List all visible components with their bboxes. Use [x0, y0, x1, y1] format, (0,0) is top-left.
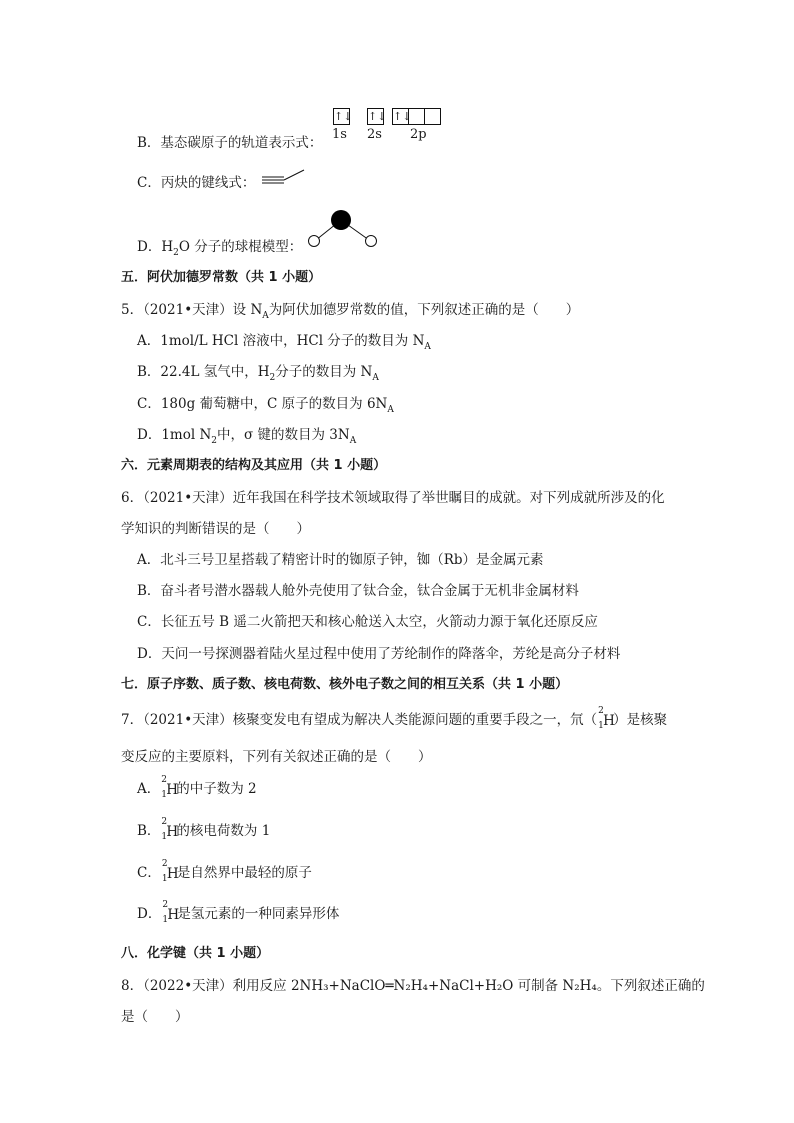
question-8-stem-line2: 是（ ） — [121, 1009, 189, 1025]
section-title: 五．阿伏加德罗常数（共 1 小题） — [121, 270, 322, 285]
section-title: 六．元素周期表的结构及其应用（共 1 小题） — [121, 458, 387, 473]
orbital-box-2p-3 — [424, 108, 441, 125]
isotope-notation: 2 1 H — [162, 899, 180, 925]
question-5-stem: 5．（2021•天津）设 $N_A$为阿伏加德罗常数的值，下列叙述正确的是（ ） — [121, 302, 580, 321]
question-6-option-d: D．天问一号探测器着陆火星过程中使用了芳纶制作的降落伞，芳纶是高分子材料 — [137, 646, 621, 662]
isotope-notation: 2 1 H — [161, 816, 179, 842]
orbital-arrows: ↑↓ — [368, 110, 387, 123]
section-title: 七．原子序数、质子数、核电荷数、核外电子数之间的相互关系（共 1 小题） — [121, 677, 569, 692]
isotope-notation: 2 1 H — [161, 858, 179, 884]
orbital-label-2p: 2p — [410, 127, 427, 142]
section-title: 八．化学键（共 1 小题） — [121, 946, 270, 961]
question-8-stem-line1: 8．（2022•天津）利用反应 2NH₃+NaClO═N₂H₄+NaCl+H₂O 可制备 N₂H₄。下列叙述正确的 — [121, 978, 705, 994]
question-5-option-c: C．180g 葡萄糖中，C 原子的数目为 $6N_A$ — [137, 396, 394, 415]
question-7-option-a: A． 2 1 H 的中子数为 2 — [137, 774, 257, 800]
orbital-box-2s — [367, 108, 387, 125]
isotope-notation: 2 1 H — [598, 705, 615, 731]
question-6-option-c: C．长征五号 B 遥二火箭把天和核心舱送入太空，火箭动力源于氧化还原反应 — [137, 614, 598, 630]
question-7-stem-line1: 7．（2021•天津）核聚变发电有望成为解决人类能源问题的重要手段之一，氘（ 2 1 H ）是核聚 — [121, 705, 668, 731]
question-6-option-a: A．北斗三号卫星搭载了精密计时的铷原子钟，铷（Rb）是金属元素 — [137, 552, 544, 568]
orbital-box-1s — [333, 108, 353, 125]
question-7-option-d: D． 2 1 H 是氢元素的一种同素异形体 — [137, 899, 340, 925]
option-b-text: B．基态碳原子的轨道表示式： — [137, 135, 323, 151]
option-c-text: C．丙炔的键线式： — [137, 175, 256, 191]
water-ball-stick-model — [303, 206, 383, 251]
question-6-option-b: B．奋斗者号潜水器载人舱外壳使用了钛合金，钛合金属于无机非金属材料 — [137, 583, 579, 599]
question-7-option-c: C． 2 1 H 是自然界中最轻的原子 — [137, 858, 312, 884]
isotope-notation: 2 1 H — [161, 774, 179, 800]
question-5-option-d: D．1mol $N_2$中，σ 键的数目为 $3N_A$ — [137, 427, 357, 446]
orbital-box-2p-1 — [392, 108, 412, 125]
propyne-line-structure — [260, 168, 310, 188]
question-6-stem-line1: 6．（2021•天津）近年我国在科学技术领域取得了举世瞩目的成就。对下列成就所涉及的化 — [121, 490, 665, 506]
question-7-stem-line2: 变反应的主要原料，下列有关叙述正确的是（ ） — [121, 749, 432, 765]
option-d-text: D．$H_2O$ 分子的球棍模型： — [137, 239, 303, 258]
orbital-box-2p-2 — [408, 108, 425, 125]
question-5-option-a: A．1mol/L HCl 溶液中，HCl 分子的数目为 $N_A$ — [137, 333, 431, 352]
orbital-label-2s: 2s — [367, 127, 382, 142]
orbital-arrows: ↑↓ — [393, 110, 412, 123]
orbital-label-1s: 1s — [332, 127, 347, 142]
question-6-stem-line2: 学知识的判断错误的是（ ） — [121, 521, 310, 537]
orbital-arrows: ↑↓ — [334, 110, 353, 123]
question-7-option-b: B． 2 1 H 的核电荷数为 1 — [137, 816, 271, 842]
question-5-option-b: B．22.4L 氢气中，$H_2$分子的数目为 $N_A$ — [137, 364, 379, 383]
